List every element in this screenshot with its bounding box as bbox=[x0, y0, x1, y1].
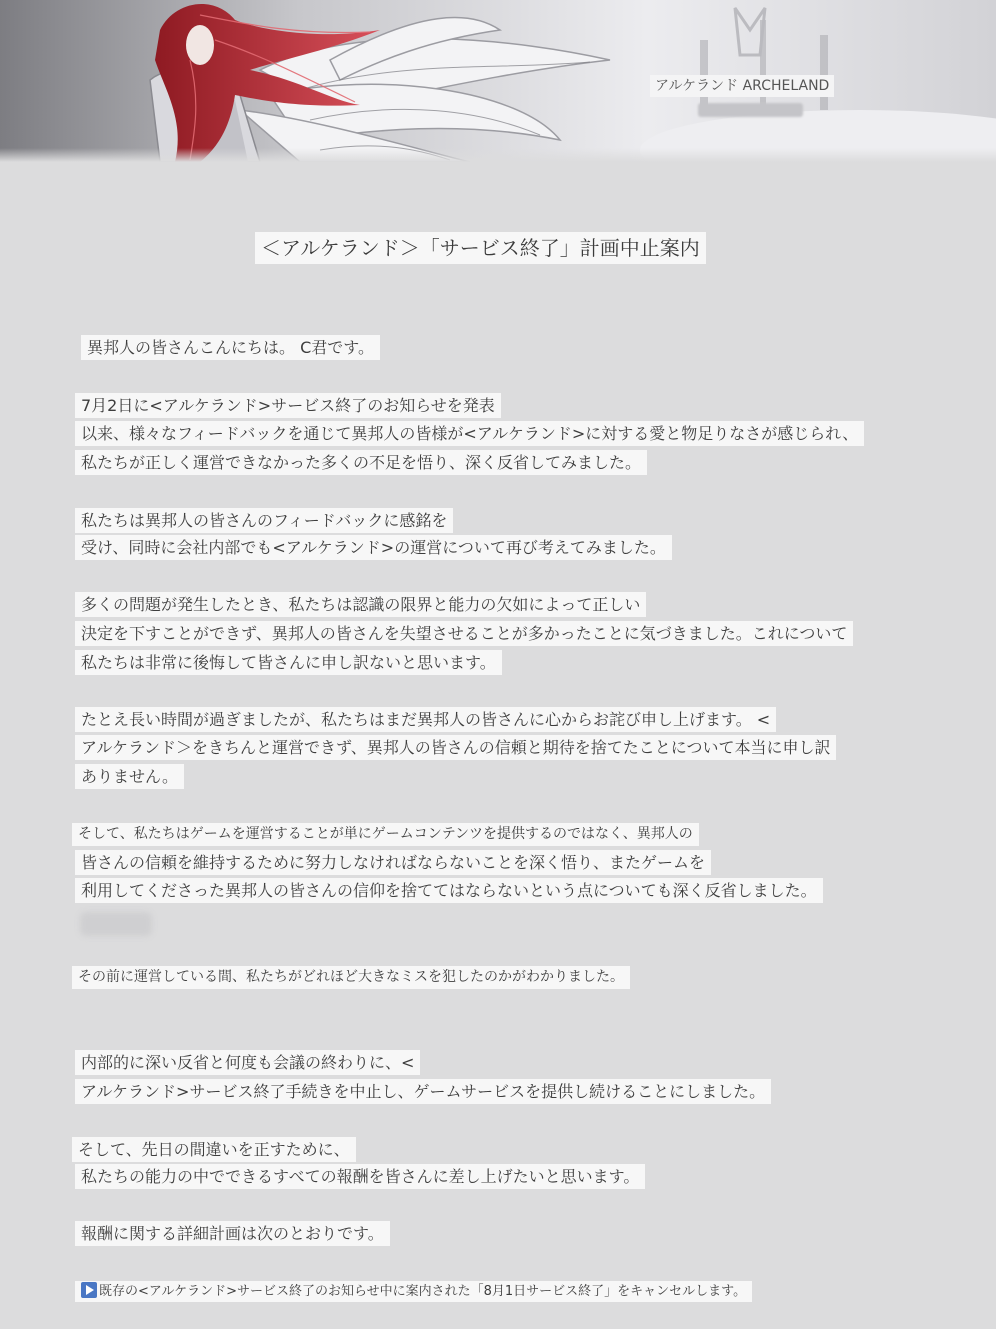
body-line: 利用してくださった異邦人の皆さんの信仰を捨ててはならないという点についても深く反省しました。 bbox=[75, 878, 823, 903]
body-line: そして、先日の間違いを正すために、 bbox=[72, 1137, 356, 1162]
body-line: 皆さんの信頼を維持するために努力しなければならないことを深く悟り、またゲームを bbox=[75, 850, 711, 875]
banner-artwork bbox=[0, 0, 996, 162]
list-item bbox=[75, 1281, 752, 1302]
body-line: 多くの問題が発生したとき、私たちは認識の限界と能力の欠如によって正しい bbox=[75, 592, 646, 617]
body-line: ありません。 bbox=[75, 764, 184, 789]
blurred-mark bbox=[80, 912, 152, 936]
body-line: そして、私たちはゲームを運営することが単にゲームコンテンツを提供するのではなく、異邦人の bbox=[72, 823, 699, 846]
body-line: たとえ長い時間が過ぎましたが、私たちはまだ異邦人の皆さんに心からお詫び申し上げます。 < bbox=[75, 707, 776, 732]
body-line: 私たちは非常に後悔して皆さんに申し訳ないと思います。 bbox=[75, 650, 502, 675]
banner-fade bbox=[0, 148, 996, 162]
header-banner bbox=[0, 0, 996, 162]
list-item-text: 既存の<アルケランド>サービス終了のお知らせ中に案内された「8月1日サービス終了」をキャンセルします。 bbox=[99, 1284, 747, 1299]
body-line: 決定を下すことができず、異邦人の皆さんを失望させることが多かったことに気づきました。これについて bbox=[75, 621, 853, 646]
body-line: その前に運営している間、私たちがどれほど大きなミスを犯したのかがわかりました。 bbox=[72, 966, 630, 989]
body-line: 私たちの能力の中でできるすべての報酬を皆さんに差し上げたいと思います。 bbox=[75, 1164, 645, 1189]
body-line: 受け、同時に会社内部でも<アルケランド>の運営について再び考えてみました。 bbox=[75, 535, 672, 560]
body-line: 私たちは異邦人の皆さんのフィードバックに感銘を bbox=[75, 508, 453, 533]
body-line: 内部的に深い反省と何度も会議の終わりに、< bbox=[75, 1050, 420, 1075]
body-line: アルケランド＞をきちんと運営できず、異邦人の皆さんの信頼と期待を捨てたことについて本当に申し訳 bbox=[75, 735, 836, 760]
redacted-caption bbox=[698, 103, 803, 117]
brand-label: アルケランド ARCHELAND bbox=[650, 75, 834, 97]
greeting-line: 異邦人の皆さんこんにちは。 C君です。 bbox=[81, 335, 380, 360]
play-icon bbox=[81, 1282, 97, 1298]
body-line: 以来、様々なフィードバックを通じて異邦人の皆様が<アルケランド>に対する愛と物足りなさが感じられ、 bbox=[75, 421, 864, 446]
body-line: 7月2日に<アルケランド>サービス終了のお知らせを発表 bbox=[75, 393, 501, 418]
body-line: 私たちが正しく運営できなかった多くの不足を悟り、深く反省してみました。 bbox=[75, 450, 647, 475]
body-line: 報酬に関する詳細計画は次のとおりです。 bbox=[75, 1221, 390, 1246]
body-line: アルケランド>サービス終了手続きを中止し、ゲームサービスを提供し続けることにしました。 bbox=[75, 1079, 771, 1104]
page-title: ＜アルケランド＞「サービス終了」計画中止案内 bbox=[255, 232, 706, 264]
